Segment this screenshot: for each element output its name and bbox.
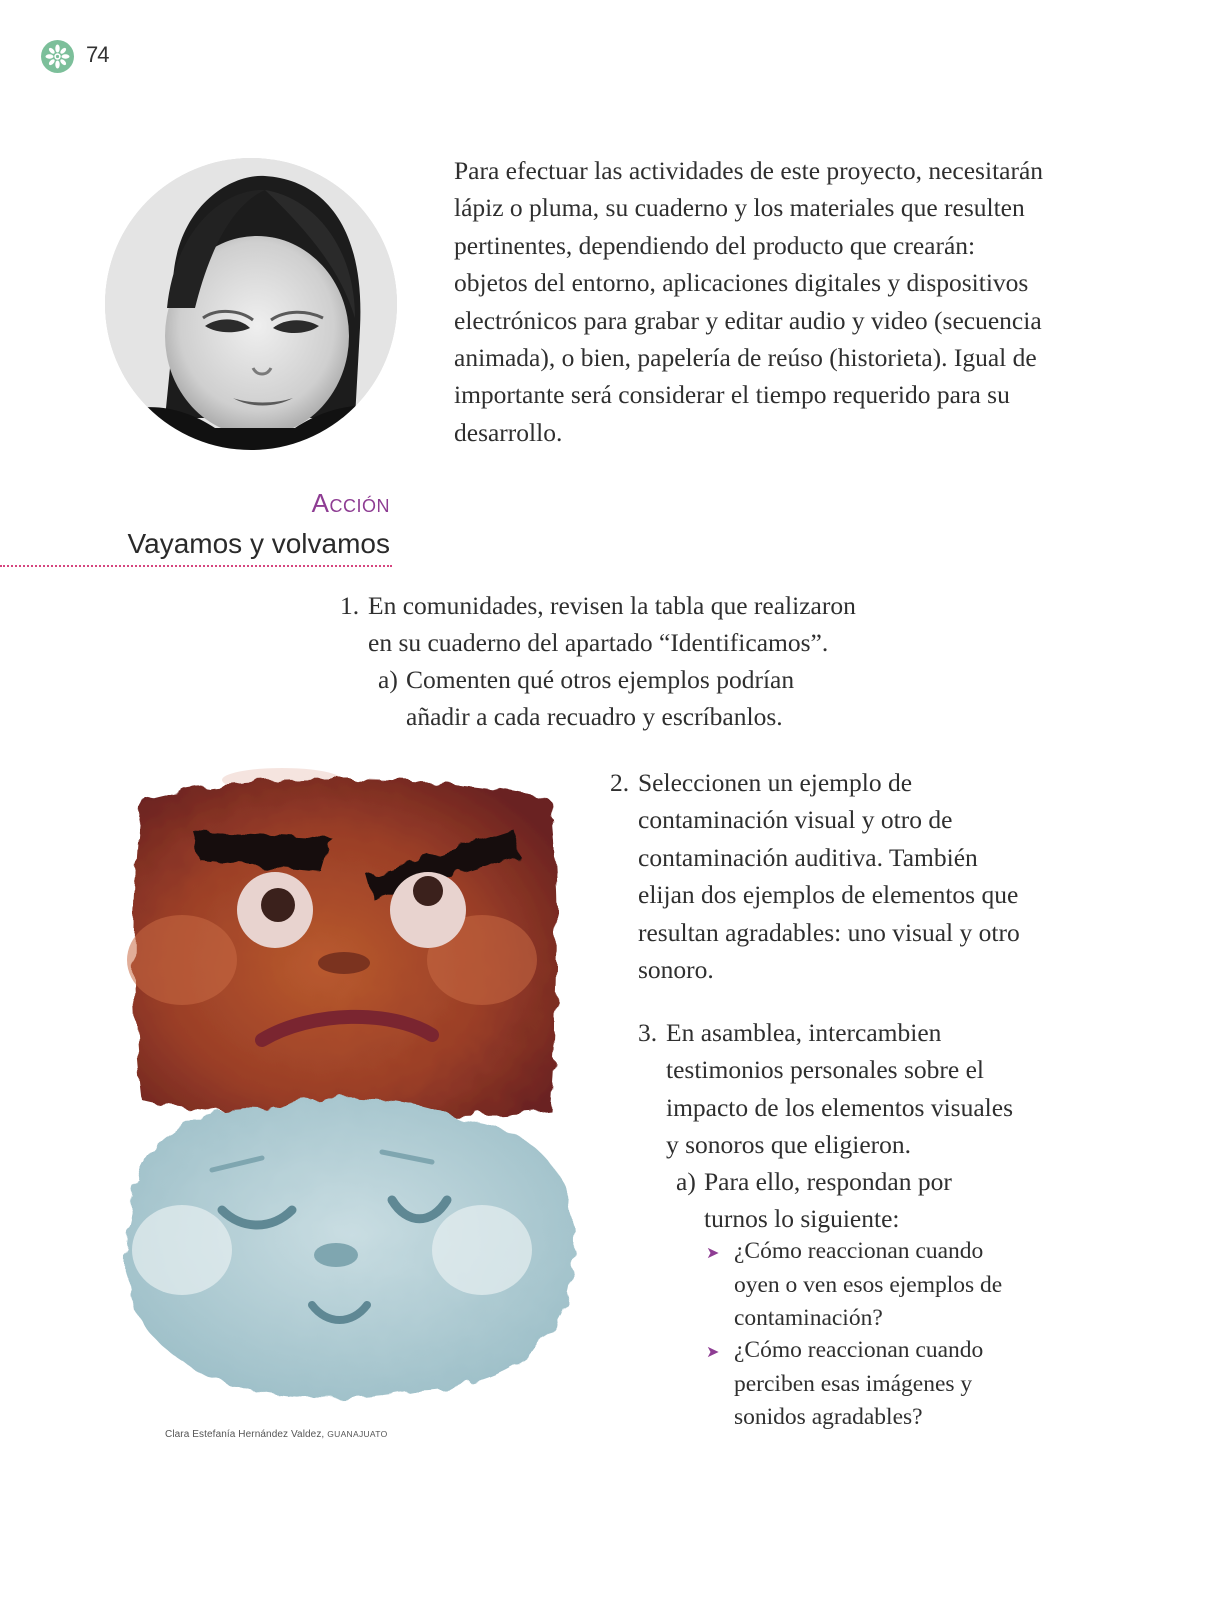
item-text: Seleccionen un ejemplo de contaminación visual y otro de contaminación auditiva. También elijan dos ejemplos de elementos que resultan agradables: uno visual y otro sonoro. <box>638 768 1020 985</box>
illustration-credit <box>165 1429 388 1440</box>
subitem-letter: a) <box>676 1167 696 1196</box>
intro-paragraph: Para efectuar las actividades de este proyecto, necesitarán lápiz o pluma, su cuaderno y los materiales que resulten pertinentes, dependiendo del producto que crearán: objetos del entorno, aplicaciones digitales y dispositivos electrónicos para grabar y editar audio y video (secuencia animada), o bien, papelería de reúso (historieta). Igual de importante será considerar el tiempo requerido para su desarrollo. <box>454 156 1044 447</box>
item-number: 3. <box>638 1018 658 1047</box>
flower-icon <box>41 40 74 73</box>
item-text: En comunidades, revisen la tabla que realizaron en su cuaderno del apartado “Identificamos”. <box>368 591 856 658</box>
arrow-bullet-icon: ➤ <box>706 1245 720 1262</box>
section-divider <box>0 565 392 567</box>
section-label: Acción <box>311 488 390 518</box>
subitem-text: Para ello, respondan por turnos lo siguiente: <box>704 1167 952 1234</box>
arrow-bullet-icon: ➤ <box>706 1344 720 1361</box>
section-title: Vayamos y volvamos <box>127 528 390 559</box>
subitem-letter: a) <box>378 665 398 694</box>
credit-author: Clara Estefanía Hernández Valdez, <box>165 1429 325 1440</box>
subitem-text: Comenten qué otros ejemplos podrían añadir a cada recuadro y escríbanlos. <box>406 665 795 732</box>
item-text: En asamblea, intercambien testimonios personales sobre el impacto de los elementos visuales y sonoros que eligieron. <box>666 1018 1014 1160</box>
student-portrait-photo <box>105 158 397 450</box>
item-number: 2. <box>610 768 630 797</box>
item-number: 1. <box>340 591 360 620</box>
bullet-text: ¿Cómo reaccionan cuando oyen o ven esos ejemplos de contaminación? <box>734 1238 1003 1331</box>
illustration-faces <box>112 760 588 1410</box>
page-number: 74 <box>86 42 109 67</box>
credit-place: GUANAJUATO <box>327 1429 388 1439</box>
bullet-text: ¿Cómo reaccionan cuando perciben esas imágenes y sonidos agradables? <box>734 1337 984 1430</box>
